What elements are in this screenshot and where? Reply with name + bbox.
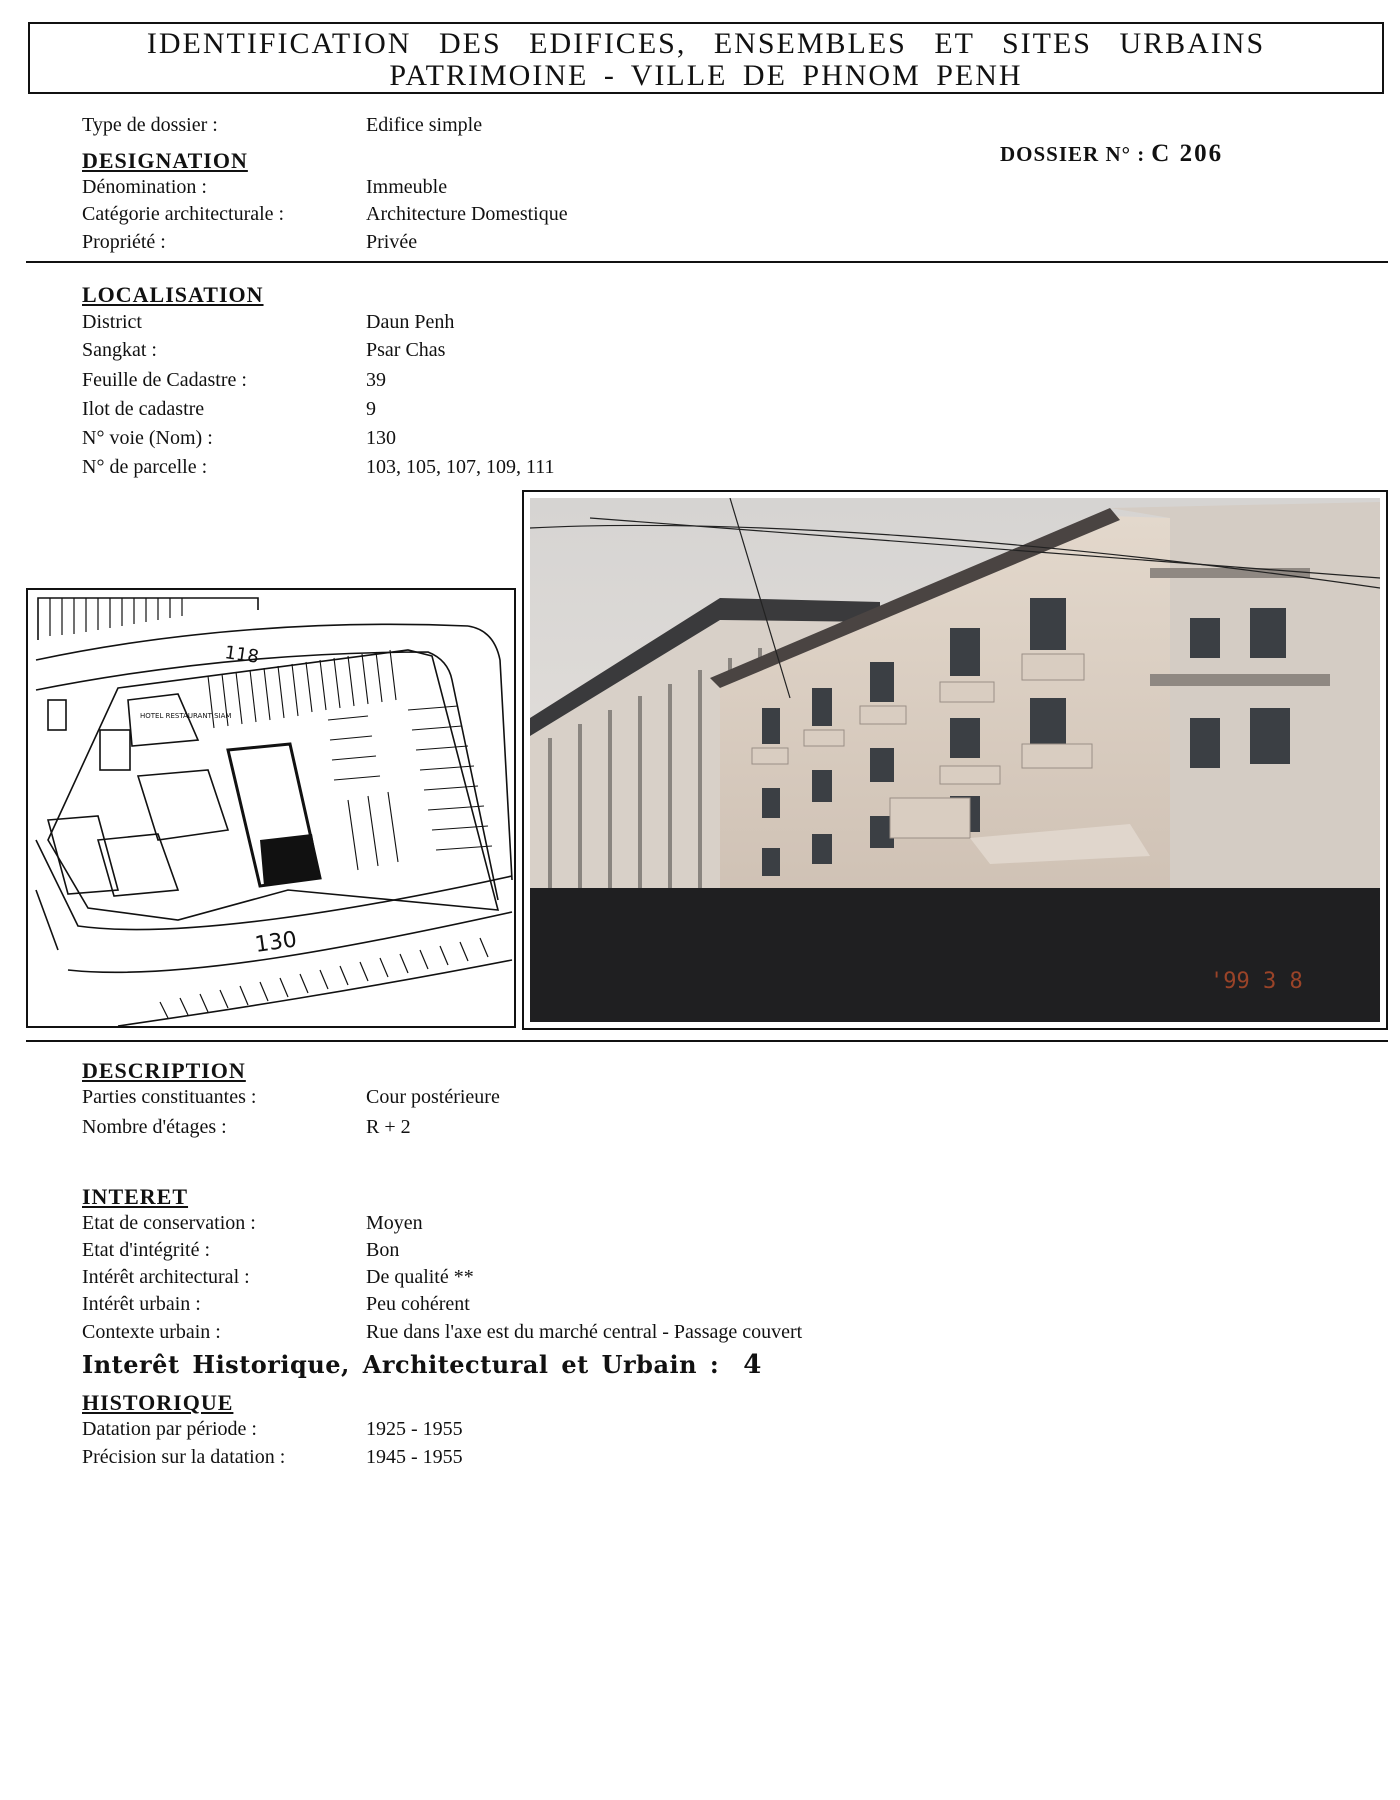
historique-row — [82, 1446, 1282, 1472]
localisation-row — [82, 369, 1282, 395]
categorie-value: Architecture Domestique — [366, 203, 568, 225]
divider — [26, 261, 1388, 263]
header-line-2: PATRIMOINE - VILLE DE PHNOM PENH — [389, 59, 1023, 92]
localisation-row — [82, 427, 1282, 453]
parcelle-label: N° de parcelle : — [82, 456, 208, 478]
localisation-title: LOCALISATION — [82, 282, 264, 307]
interet-row — [82, 1239, 1282, 1265]
description-row — [82, 1086, 1282, 1112]
ilot-label: Ilot de cadastre — [82, 398, 205, 420]
district-value: Daun Penh — [366, 311, 455, 333]
photo-date-stamp: '99 3 8 — [1210, 969, 1303, 994]
divider — [26, 1040, 1388, 1042]
voie-label: N° voie (Nom) : — [82, 427, 213, 449]
conservation-value: Moyen — [366, 1212, 423, 1234]
interet-row — [82, 1212, 1282, 1238]
type-dossier-label: Type de dossier : — [82, 114, 218, 136]
parcelle-value: 103, 105, 107, 109, 111 — [366, 456, 555, 478]
designation-title: DESIGNATION — [82, 148, 248, 173]
designation-row — [82, 176, 1282, 202]
interet-title: INTERET — [82, 1184, 189, 1209]
building-photo-image — [530, 498, 1380, 1022]
cadastre-value: 39 — [366, 369, 386, 391]
localisation-row — [82, 311, 1282, 337]
localisation-row — [82, 398, 1282, 424]
voie-value: 130 — [366, 427, 396, 449]
localisation-row — [82, 456, 1282, 482]
description-row — [82, 1116, 1282, 1142]
contexte-value: Rue dans l'axe est du marché central - Passage couvert — [366, 1321, 803, 1343]
sangkat-value: Psar Chas — [366, 339, 446, 361]
parties-label: Parties constituantes : — [82, 1086, 257, 1108]
conservation-label: Etat de conservation : — [82, 1212, 256, 1234]
etages-label: Nombre d'étages : — [82, 1116, 227, 1138]
dossier-value: C 206 — [1151, 140, 1224, 167]
precision-value: 1945 - 1955 — [366, 1446, 463, 1468]
integrite-label: Etat d'intégrité : — [82, 1239, 211, 1261]
datation-value: 1925 - 1955 — [366, 1418, 463, 1440]
propriete-value: Privée — [366, 231, 418, 253]
map-street-118: 118 — [223, 642, 261, 668]
architectural-label: Intérêt architectural : — [82, 1266, 250, 1288]
propriete-label: Propriété : — [82, 231, 166, 253]
etages-value: R + 2 — [366, 1116, 411, 1138]
building-photo — [522, 490, 1388, 1030]
interet-row — [82, 1293, 1282, 1319]
parties-value: Cour postérieure — [366, 1086, 500, 1108]
contexte-label: Contexte urbain : — [82, 1321, 221, 1343]
description-title: DESCRIPTION — [82, 1058, 246, 1083]
map-hotel-label: HOTEL RESTAURANT SIAM — [140, 712, 232, 720]
precision-label: Précision sur la datation : — [82, 1446, 286, 1468]
urbain-label: Intérêt urbain : — [82, 1293, 201, 1315]
map-street-130: 130 — [253, 927, 299, 958]
cadastre-map-drawing — [28, 590, 514, 1026]
categorie-label: Catégorie architecturale : — [82, 203, 285, 225]
score-label: Interêt Historique, Architectural et Urbain : — [82, 1350, 720, 1379]
score-value: 4 — [743, 1350, 762, 1380]
interet-row — [82, 1321, 1282, 1347]
header-line-1: IDENTIFICATION DES EDIFICES, ENSEMBLES ET SITES URBAINS — [146, 27, 1266, 60]
localisation-row — [82, 339, 1282, 365]
denomination-label: Dénomination : — [82, 176, 207, 198]
district-label: District — [82, 311, 142, 333]
cadastre-label: Feuille de Cadastre : — [82, 369, 247, 391]
interet-row — [82, 1266, 1282, 1292]
integrite-value: Bon — [366, 1239, 400, 1261]
ilot-value: 9 — [366, 398, 376, 420]
historique-title: HISTORIQUE — [82, 1390, 234, 1415]
denomination-value: Immeuble — [366, 176, 448, 198]
historique-row — [82, 1418, 1282, 1444]
datation-label: Datation par période : — [82, 1418, 257, 1440]
sangkat-label: Sangkat : — [82, 339, 157, 361]
type-dossier-value: Edifice simple — [366, 114, 483, 136]
cadastre-map — [26, 588, 516, 1028]
type-dossier-row — [82, 114, 1282, 140]
urbain-value: Peu cohérent — [366, 1293, 470, 1315]
architectural-value: De qualité ** — [366, 1266, 474, 1288]
interet-score — [82, 1350, 762, 1380]
dossier-number — [1000, 140, 1223, 168]
dossier-label: DOSSIER N° : — [1000, 142, 1146, 166]
designation-row — [82, 231, 1282, 257]
document-header — [28, 22, 1384, 94]
designation-row — [82, 203, 1282, 229]
